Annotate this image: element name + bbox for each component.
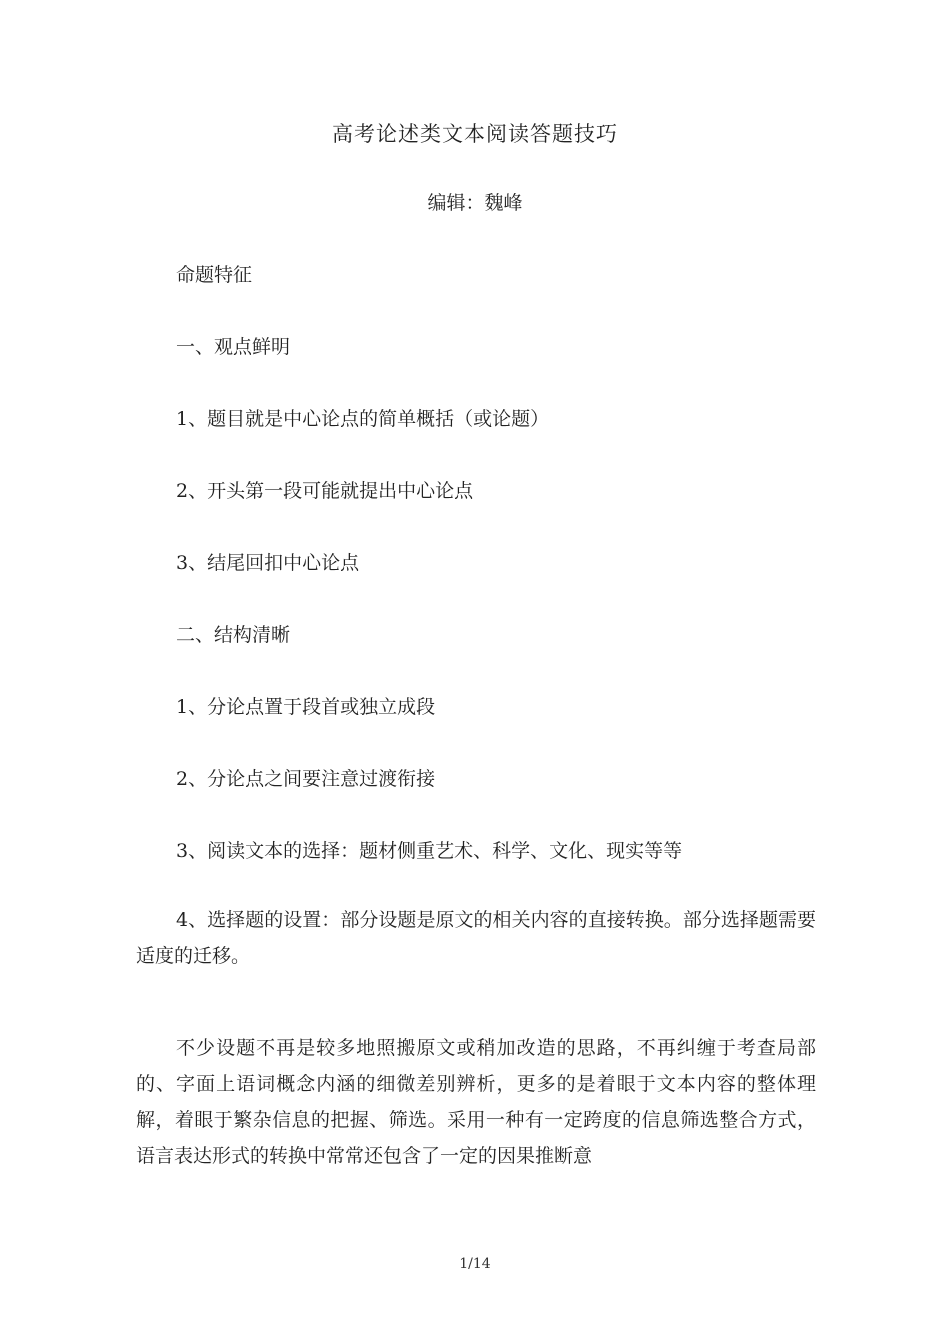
list-item: 2、分论点之间要注意过渡衔接 (176, 768, 436, 790)
section-heading-features: 命题特征 (176, 264, 253, 286)
document-title: 高考论述类文本阅读答题技巧 (332, 122, 618, 146)
heading-clear-structure: 二、结构清晰 (176, 624, 291, 646)
paragraph-question-design: 不少设题不再是较多地照搬原文或稍加改造的思路，不再纠缠于考查局部的、字面上语词概念内涵的细微差别辨析，更多的是着眼于文本内容的整体理解，着眼于繁杂信息的把握、筛选。采用一种有一定跨度的信息筛选整合方式，语言表达形式的转换中常常还包含了一定的因果推断意 (136, 1037, 816, 1167)
heading-clear-viewpoint: 一、观点鲜明 (176, 336, 291, 358)
paragraph-choice-questions: 4、选择题的设置：部分设题是原文的相关内容的直接转换。部分选择题需要适度的迁移。 (136, 909, 816, 967)
list-item: 2、开头第一段可能就提出中心论点 (176, 480, 474, 502)
list-item: 1、题目就是中心论点的简单概括（或论题） (176, 408, 550, 430)
list-item: 1、分论点置于段首或独立成段 (176, 696, 436, 718)
editor-line: 编辑：魏峰 (427, 192, 523, 214)
list-item: 3、结尾回扣中心论点 (176, 552, 360, 574)
list-item: 3、阅读文本的选择：题材侧重艺术、科学、文化、现实等等 (176, 840, 683, 862)
page-number: 1/14 (459, 1256, 491, 1272)
